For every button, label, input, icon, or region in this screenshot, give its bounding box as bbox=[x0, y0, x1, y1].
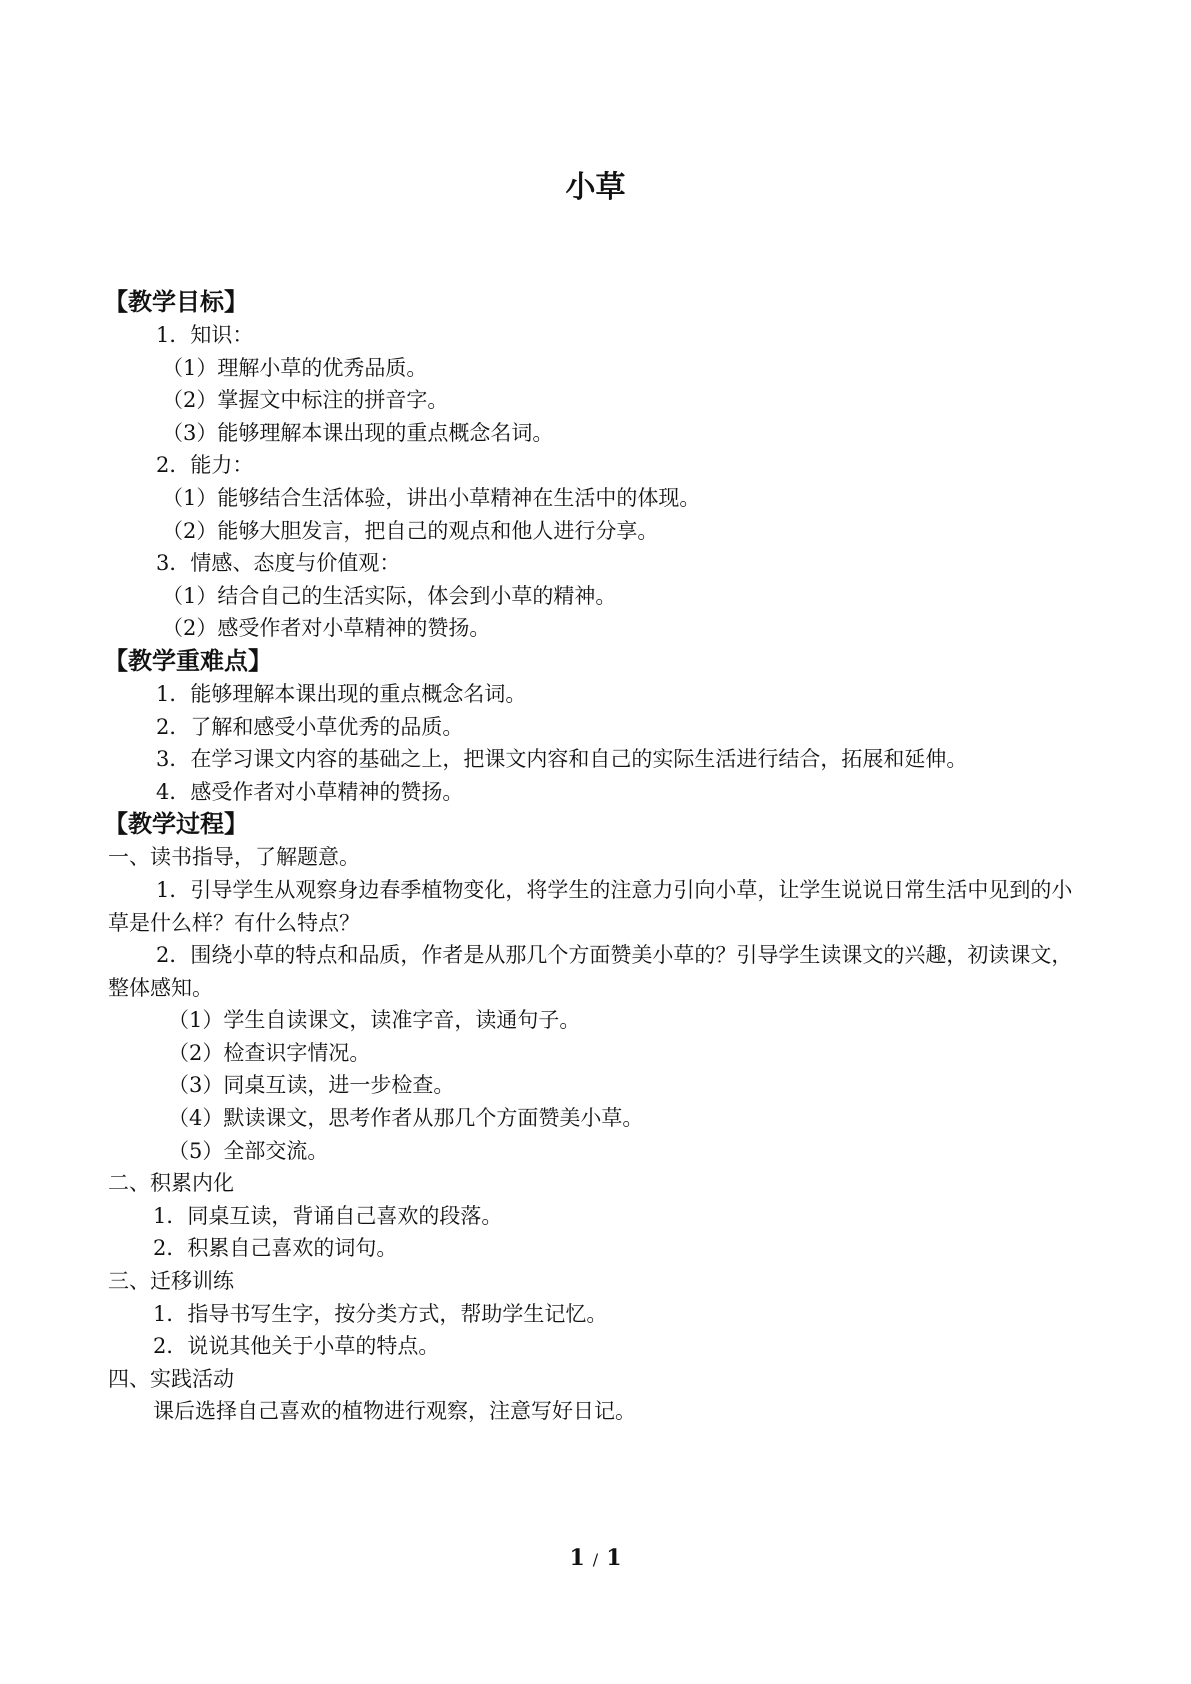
page-number-separator: / bbox=[592, 1550, 599, 1569]
objective-emotion-item: （1）结合自己的生活实际，体会到小草的精神。 bbox=[162, 583, 617, 608]
process-part3-label: 三、迁移训练 bbox=[108, 1269, 234, 1294]
section-heading-objectives: 【教学目标】 bbox=[104, 288, 248, 316]
process-part2-item: 1．同桌互读，背诵自己喜欢的段落。 bbox=[153, 1203, 503, 1228]
objective-knowledge-item: （2）掌握文中标注的拼音字。 bbox=[162, 388, 449, 413]
section-heading-key-points: 【教学重难点】 bbox=[104, 646, 272, 675]
key-point-item: 3．在学习课文内容的基础之上，把课文内容和自己的实际生活进行结合，拓展和延伸。 bbox=[156, 747, 968, 772]
objective-emotion-item: （2）感受作者对小草精神的赞扬。 bbox=[162, 616, 491, 641]
process-part2-label: 二、积累内化 bbox=[108, 1171, 234, 1196]
page-number bbox=[0, 1543, 1191, 1575]
process-part1-paragraph: 2．围绕小草的特点和品质，作者是从那几个方面赞美小草的？引导学生读课文的兴趣，初读课文，整体感知。 bbox=[108, 943, 1073, 1000]
process-part1-item: （5）全部交流。 bbox=[168, 1138, 329, 1163]
key-point-item: 1．能够理解本课出现的重点概念名词。 bbox=[156, 681, 527, 706]
process-part1-item: （4）默读课文，思考作者从那几个方面赞美小草。 bbox=[168, 1106, 644, 1131]
page-title: 小草 bbox=[565, 170, 626, 205]
total-page-number: 1 bbox=[606, 1545, 622, 1571]
objective-knowledge-label: 1．知识： bbox=[156, 323, 254, 347]
current-page-number: 1 bbox=[569, 1545, 585, 1571]
key-point-item: 4．感受作者对小草精神的赞扬。 bbox=[156, 779, 464, 804]
process-part4-label: 四、实践活动 bbox=[108, 1366, 234, 1391]
objective-knowledge-item: （1）理解小草的优秀品质。 bbox=[162, 355, 428, 380]
key-point-item: 2．了解和感受小草优秀的品质。 bbox=[156, 714, 464, 739]
process-part3-item: 1．指导书写生字，按分类方式，帮助学生记忆。 bbox=[153, 1301, 608, 1326]
process-part3-item: 2．说说其他关于小草的特点。 bbox=[153, 1334, 440, 1359]
process-part1-label: 一、读书指导，了解题意。 bbox=[108, 845, 360, 870]
process-part4-text: 课后选择自己喜欢的植物进行观察，注意写好日记。 bbox=[153, 1399, 636, 1424]
objective-ability-item: （2）能够大胆发言，把自己的观点和他人进行分享。 bbox=[162, 518, 659, 543]
objective-ability-label: 2．能力： bbox=[156, 453, 254, 478]
process-part1-item: （1）学生自读课文，读准字音，读通句子。 bbox=[168, 1008, 581, 1033]
process-part2-item: 2．积累自己喜欢的词句。 bbox=[153, 1236, 398, 1261]
process-part1-item: （3）同桌互读，进一步检查。 bbox=[168, 1073, 455, 1098]
document-body bbox=[104, 286, 1088, 1428]
objective-emotion-label: 3．情感、态度与价值观： bbox=[156, 551, 401, 576]
objective-knowledge-item: （3）能够理解本课出现的重点概念名词。 bbox=[162, 420, 554, 445]
process-part1-item: （2）检查识字情况。 bbox=[168, 1040, 371, 1065]
section-heading-process: 【教学过程】 bbox=[104, 810, 248, 839]
objective-ability-item: （1）能够结合生活体验，讲出小草精神在生活中的体现。 bbox=[162, 485, 701, 510]
process-part1-paragraph: 1．引导学生从观察身边春季植物变化，将学生的注意力引向小草，让学生说说日常生活中见到的小草是什么样？有什么特点？ bbox=[108, 877, 1073, 935]
